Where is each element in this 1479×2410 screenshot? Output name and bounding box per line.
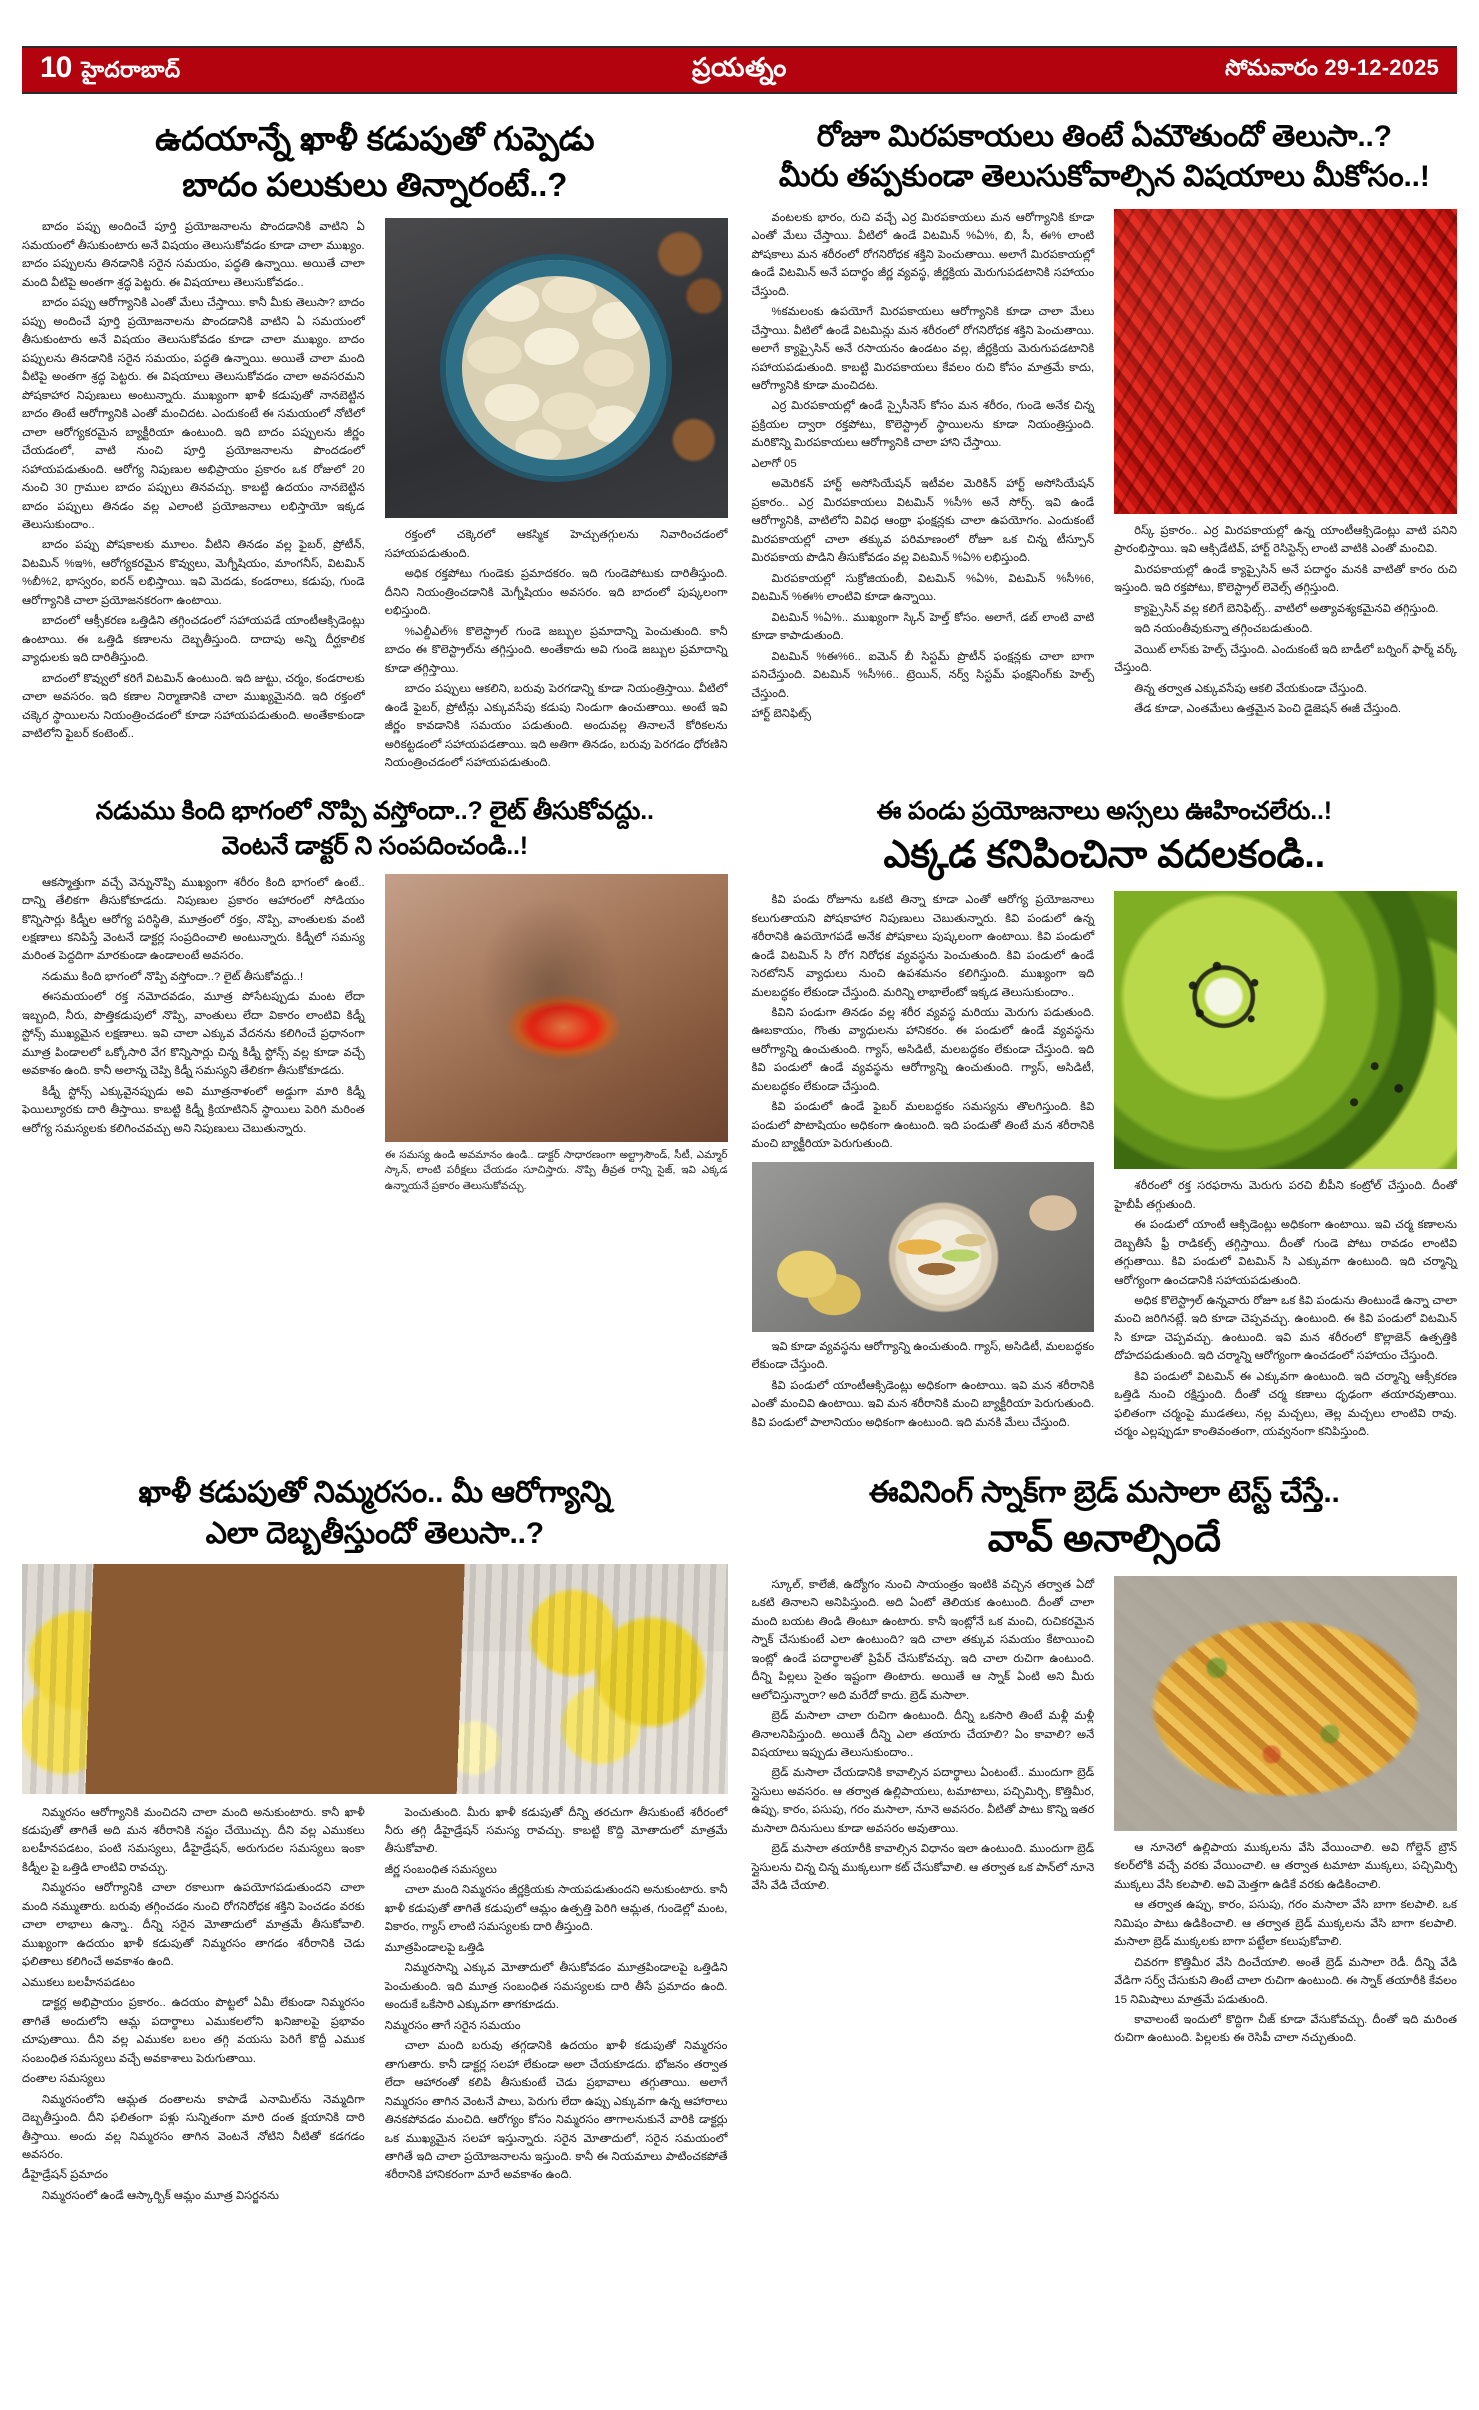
almonds-in-blue-bowl-photo	[385, 218, 728, 518]
subheading: ఎలాగో 05	[751, 457, 797, 470]
paragraph: క్యాప్సైసిన్ వల్ల కలిగే బెనిఫిట్స్.. వాటిలో అత్యావశ్యకమైనవి తగ్గిస్తుంది.	[1134, 602, 1439, 615]
paragraph: మిరపకాయల్లో సుక్రోజియంబీ, విటమిన్ %ఏ%, విటమిన్ %సీ%6, విటమిన్ %ఈ% లాంటివి కూడా ఉన్నాయి.	[751, 572, 1095, 604]
backpain-columns	[22, 874, 728, 1195]
paragraph: కివి పండులో ఉండే ఫైబర్ మలబద్ధకం సమస్యను తొలగిస్తుంది. కివి పండులో పొటాషియం అధికంగా ఉంటుంది. ఇది పండుతో తింటే మన శరీరానికి మంచి బ్యాక్టీరియా పెరుగుతుంది.	[751, 1101, 1095, 1151]
paragraph: ఇవి కూడా వ్యవస్థను ఆరోగ్యాన్ని ఉంచుతుంది. గ్యాస్, అసిడిటీ, మలబద్ధకం లేకుండా చేస్తుంది.	[751, 1340, 1095, 1372]
backpain-right-col	[385, 874, 728, 1195]
paragraph: కిడ్నీ స్టోన్స్ ఎక్కువైనప్పుడు అవి మూత్రనాళంలో అడ్డుగా మారి కిడ్నీ ఫెయిల్యూరకు దారి తీస్తాయి. కాబట్టి కిడ్నీ క్రియాటినిన్ స్థాయిలు పెరిగి మరింత ఆరోగ్య సమస్యలకు కలిగించవచ్చు అని నిపుణులు చెబుతున్నారు.	[22, 1085, 365, 1135]
kiwi-fruit-slices-photo	[1114, 891, 1457, 1169]
paragraph: %ఎల్డీఎల్% కొలెస్ట్రాల్ గుండె జబ్బుల ప్రమాదాన్ని పెంచుతుంది. కానీ బాదం ఈ కొలెస్ట్రాల్‌ను తగ్గిస్తుంది. అంతేకాదు అవి గుండె జబ్బుల ప్రమాదాన్ని కూడా తగ్గిస్తాయి.	[384, 625, 728, 675]
row-two	[22, 789, 1457, 1444]
paragraph: బాదం పప్పు అందించే పూర్తి ప్రయోజనాలను పొందడానికి వాటిని ఏ సమయంలో తీసుకుంటారు అనే విషయం తెలుసుకోవడం కూడా చాలా ముఖ్యం. బాదం పప్పులను తినడానికి సరైన సమయం, పద్ధతి ఉన్నాయి. అయితే చాలా మంది వీటిపై అంతగా శ్రద్ధ పెట్టరు. ఈ విషయాలు తెలుసుకోవడం..	[22, 221, 365, 289]
paragraph: చాలా మంది బరువు తగ్గడానికి ఉదయం ఖాళీ కడుపుతో నిమ్మరసం తాగుతారు. కానీ డాక్టర్ల సలహా లేకుండా అలా చేయకూడదు. భోజనం తర్వాత లేదా ఆహారంతో కలిపి తీసుకుంటే చెడు ప్రభావాలు తగ్గుతాయి. అలాగే నిమ్మరసం తాగిన వెంటనే పాలు, పెరుగు లేదా ఉప్పు ఎక్కువగా ఉన్న ఆహారాలు తినకపోవడం మంచిది. ఆరోగ్యం కోసం నిమ్మరసం తాగాలనుకునే వారికి డాక్టర్లు ఒక ముఖ్యమైన సలహా ఇస్తున్నారు. సరైన మోతాదులో, సరైన సమయంలో తాగితే ఇది చాలా ప్రయోజనాలను ఇస్తుంది. కానీ ఈ నియమాలు పాటించకపోతే శరీరానికి హానికరంగా మారే అవకాశం ఉంది.	[384, 2040, 728, 2182]
subheading: డీహైడ్రేషన్ ప్రమాదం	[22, 2169, 108, 2182]
subheading: ఎముకలు బలహీనపడటం	[22, 1976, 135, 1989]
newspaper-title: ప్రయత్నం	[692, 51, 787, 82]
chilli-headline-line2: మీరు తప్పకుండా తెలుసుకోవాల్సిన విషయాలు మీకోసం..!	[778, 160, 1430, 194]
bread-text-col1	[752, 1576, 1095, 2050]
paragraph: కివి పండు రోజూను ఒకటి తిన్నా కూడా ఎంతో ఆరోగ్య ప్రయోజనాలు కలుగుతాయని పోషకాహార నిపుణులు చెబుతున్నారు. కివి పండులో ఉన్న శరీరానికి ఉపయోగపడే అనేక పోషకాలు పుష్కలంగా ఉంటాయి. కివి పండులో ఉండే విటమిన్ సి రోగ నిరోధక వ్యవస్థను పెంచుతుంది. కివి పండులో ఉండే సెరటోనిన్ వ్యాధులు నుంచి ఉపశమనం కలిగిస్తుంది. ముఖ్యంగా ఇది మలబద్ధకం లేకుండా చేస్తుంది. మరిన్ని లాభాలేంటో ఇక్కడ తెలుసుకుందాం..	[751, 894, 1095, 999]
page-number: 10	[40, 50, 72, 84]
kiwi-columns	[752, 891, 1458, 1444]
paragraph: రక్తంలో చక్కెరలో ఆకస్మిక హెచ్చుతగ్గులను నివారించడంలో సహాయపడుతుంది.	[384, 529, 728, 560]
paragraph: తేడ కూడా, ఎంతమేలు ఉత్తమైన పెంచి డైజెషన్ ఈజీ చేస్తుంది.	[1134, 703, 1402, 715]
paragraph: పెంచుతుంది. మీరు ఖాళీ కడుపుతో దీన్ని తరచుగా తీసుకుంటే శరీరంలో నీరు తగ్గి డీహైడ్రేషన్ సమస్య రావచ్చు. కాబట్టి కొద్ది మోతాదులో మాత్రమే తీసుకోవాలి.	[384, 1806, 728, 1856]
article-lemon	[22, 1456, 728, 2208]
breakfast-bowl-photo	[752, 1162, 1095, 1332]
subheading: మూత్రపిండాలపై ఒత్తిడి	[384, 1941, 485, 1954]
paragraph: బ్రెడ్ మసాలా తయారీకి కావాల్సిన విధానం ఇలా ఉంటుంది. ముందుగా బ్రెడ్ స్లైసులను చిన్న చిన్న ముక్కలుగా కట్ చేసుకోవాలి. ఆ తర్వాత ఒక పాన్‌లో నూనె వేసి వేడి చేయాలి.	[751, 1843, 1095, 1893]
paragraph: ఆకస్మాత్తుగా వచ్చే వెన్నునొప్పి ముఖ్యంగా శరీరం కింది భాగంలో ఉంటే.. దాన్ని తేలికగా తీసుకోకూడదు. నిపుణుల ప్రకారం ఆహారంలో సోడియం కొన్నిసార్లు కిడ్నీల ఆరోగ్య పరిస్థితి, మూత్రంలో రక్తం, నొప్పి, వాంతులకు వంటి లక్షణాలు కనిపిస్తే వెంటనే డాక్టర్ల సంప్రదించాలి అంటున్నారు. కిడ్నీలో సమస్య మరింత పెద్దదిగా మారకుండా ఉండాలంటే అవసరం.	[22, 876, 365, 963]
paragraph: అధిక కొలెస్ట్రాల్ ఉన్నవారు రోజూ ఒక కివి పండును తింటుండే ఉన్నా చాలా మంచి జరిగినట్లే. ఇది కూడా చెప్పవచ్చు. ఉంటుంది. ఈ కివి పండులో విటమిన్ సి కూడా చెప్పవచ్చు. ఉంటుంది. ఇవి మన శరీరంలో కొల్లాజెన్ ఉత్పత్తికి దోహదపడుతుంది. ఇది చర్మాన్ని ఆరోగ్యంగా ఉంచడంలో సహాయం చేస్తుంది.	[1114, 1295, 1457, 1363]
row-one	[22, 104, 1457, 775]
paragraph: చివరగా కొత్తిమీర వేసి దించేయాలి. అంతే బ్రెడ్ మసాలా రెడీ. దీన్ని వేడి వేడిగా సర్వ్ చేసుకుని తింటే చాలా రుచిగా ఉంటుంది. ఈ స్నాక్ తయారీకి కేవలం 15 నిమిషాలు మాత్రమే పడుతుంది.	[1114, 1956, 1457, 2006]
almonds-headline-line2: బాదం పలుకులు తిన్నారంటే..?	[182, 166, 568, 204]
backpain-headline-line2: వెంటనే డాక్టర్ ని సంపదించండి..!	[221, 831, 528, 860]
lemon-columns	[22, 1804, 728, 2208]
lemon-text-col2	[385, 1804, 728, 2208]
paragraph: మిరపకాయల్లో ఉండే క్యాప్సైసిన్ అనే పదార్థం మనకి వాటితో కారం రుచి ఇస్తుంది. ఇది రక్తపోటు, కొలెస్ట్రాల్ లెవెల్స్ తగ్గిస్తుంది.	[1114, 563, 1457, 595]
kiwi-headline-line1: ఈ పండు ప్రయోజనాలు అస్సలు ఊహించలేరు..!	[876, 796, 1332, 825]
lemonade-jar-with-lemons-photo	[22, 1564, 728, 1794]
almonds-text-col2	[385, 526, 728, 772]
paragraph: నిమ్మరసాన్ని ఎక్కువ మోతాదులో తీసుకోవడం మూత్రపిండాలపై ఒత్తిడిని పెంచుతుంది. ఇది మూత్ర సంబంధిత సమస్యలకు దారి తీసే ప్రమాదం ఉంది. అందుకే ఒకేసారి ఎక్కువగా తాగకూడదు.	[384, 1962, 728, 2012]
paragraph: నడుము కింది భాగంలో నొప్పి వస్తోందా..? లైట్ తీసుకోవద్దు..!	[42, 970, 304, 983]
backpain-text-col1	[22, 874, 365, 1195]
paragraph: బాదంలో ఆక్సీకరణ ఒత్తిడిని తగ్గించడంలో సహాయపడే యాంటీఆక్సిడెంట్లు ఉంటాయి. ఈ ఒత్తిడి కణాలను దెబ్బతీస్తుంది. దాదాపు అన్ని దీర్ఘకాలిక వ్యాధులకు ఇది దారితీస్తుంది.	[22, 615, 365, 665]
paragraph: వెయిట్ లాస్‌కు హెల్ప్ చేస్తుంది. ఎందుకంటే ఇది బాడీలో బర్నింగ్ ఫార్మ్ వర్క్ చేస్తుంది.	[1114, 643, 1457, 675]
kiwi-left-col	[752, 891, 1095, 1444]
subheading: నిమ్మరసం తాగే సరైన సమయం	[384, 2019, 521, 2032]
paragraph: విటమిన్ %ఈ%6.. ఐమెన్ బీ సిస్టమ్ ప్రొటీన్ ఫంక్షన్లకు చాలా బాగా పనిచేస్తుంది. విటమిన్ %సీ%6.. ట్రెయిన్, నర్వ్ సిస్టమ్ ఫంక్షనింగ్‌కు హెల్ప్ చేస్తుంది.	[751, 650, 1095, 700]
paragraph: నిమ్మరసంలోని ఆమ్లత దంతాలను కాపాడే ఎనామిల్‌ను నెమ్మదిగా దెబ్బతీస్తుంది. దీని ఫలితంగా పళ్లు సున్నితంగా మారి దంత క్షయానికి దారి తీస్తాయి. అందు వల్ల నిమ్మరసం తాగిన వెంటనే నోటిని నీటితో కడగడం అవసరం.	[22, 2093, 365, 2161]
paragraph: %కమలంకు ఉపయోగే మిరపకాయలు ఆరోగ్యానికి కూడా చాలా మేలు చేస్తాయి. వీటిలో ఉండే విటమిన్లు మన శరీరంలో రోగనిరోధక శక్తిని పెంచుతాయి. అలాగే క్యాప్సైసిన్ అనే రసాయనం ఉండటం వల్ల, జీర్ణక్రియ మెరుగుపడటానికి సహాయపడుతుంది. కాబట్టి మిరపకాయలు కేవలం రుచి కోసం మాత్రమే కాదు, ఆరోగ్యానికి కూడా మంచిదట.	[751, 306, 1095, 392]
subheading: జీర్ణ సంబంధిత సమస్యలు	[384, 1863, 497, 1876]
chilli-text-col1	[752, 209, 1095, 726]
paragraph: బాదం పప్పు పోషకాలకు మూలం. వీటిని తినడం వల్ల ఫైబర్, ప్రోటీన్, విటమిన్ %ఇ%, ఆరోగ్యకరమైన కొవ్వులు, మెగ్నీషియం, మాంగనీస్, విటమిన్ %బీ%2, భాస్వరం, ఐరన్ లభిస్తాయి. ఇవి మెదడు, కండరాలు, కడుపు, గుండె ఆరోగ్యానికి చాలా ప్రయోజనకరంగా ఉంటాయి.	[22, 539, 365, 607]
article-almonds	[22, 104, 728, 775]
paragraph: స్కూల్, కాలేజీ, ఉద్యోగం నుంచి సాయంత్రం ఇంటికి వచ్చిన తర్వాత ఏదో ఒకటి తినాలని అనిపిస్తుంది. అది ఏంటో తెలియక ఉంటుంది. దీంతో చాలా మంది బయట తిండి తింటూ ఉంటారు. కానీ ఇంట్లోనే ఒక మంచి, రుచికరమైన స్నాక్ చేసుకుంటే ఎలా ఉంటుంది? ఇది చాలా తక్కువ సమయం కేటాయించి ఇంట్లో ఉండే పదార్థాలతో ప్రిపేర్ చేసుకోవచ్చు. ఇది చాలా రుచిగా ఉంటుంది. దీన్ని పిల్లలు సైతం ఇష్టంగా తింటారు. అయితే ఆ స్నాక్ ఏంటి అని మీరు ఆలోచిస్తున్నారా? అది మరేదో కాదు. బ్రెడ్ మసాలా.	[751, 1578, 1095, 1702]
almonds-text-col1	[22, 218, 365, 774]
kiwi-text-col1b	[752, 1338, 1095, 1432]
subheading: హార్ట్ బెనిఫిట్స్	[751, 707, 812, 720]
kiwi-text-col2	[1114, 1177, 1457, 1442]
backpain-headline-line1: నడుము కింది భాగంలో నొప్పి వస్తోందా..? లైట్ తీసుకోవద్దు..	[95, 796, 654, 825]
paragraph: బ్రెడ్ మసాలా చాలా రుచిగా ఉంటుంది. దీన్ని ఒకసారి తింటే మళ్లీ మళ్లీ తినాలనిపిస్తుంది. అయితే దీన్ని ఎలా తయారు చేయాలి? ఏం కావాలి? అనే విషయాలు ఇప్పుడు తెలుసుకుందాం..	[751, 1710, 1095, 1759]
paragraph: ఎర్ర మిరపకాయల్లో ఉండే స్పైసీనెస్ కోసం మన శరీరం, గుండె అనేక చిన్న ప్రక్రియల ద్వారా రక్తపోటు, కొలెస్ట్రాల్ స్థాయిలను కూడా నియంత్రిస్తుంది. మరికొన్ని మిరపకాయలు ఆరోగ్యానికి చాలా హాని చేస్తాయి.	[751, 400, 1095, 450]
paragraph: ఆ నూనెలో ఉల్లిపాయ ముక్కలను వేసి వేయించాలి. అవి గోల్డెన్ బ్రౌన్ కలర్‌లోకి వచ్చే వరకు వేయించాలి. ఆ తర్వాత టమాటా ముక్కలు, పచ్చిమిర్చి ముక్కలు వేసి కలపాలి. అవి మెత్తగా ఉడికే వరకు ఉడికించాలి.	[1114, 1841, 1457, 1891]
article-kiwi	[752, 789, 1458, 1444]
kiwi-text-col1	[752, 891, 1095, 1154]
newspaper-page	[0, 46, 1479, 2410]
publication-date: సోమవారం 29-12-2025	[1225, 54, 1439, 80]
paragraph: ఈ పండులో యాంటీ ఆక్సిడెంట్లు అధికంగా ఉంటాయి. ఇవి చర్మ కణాలను దెబ్బతీసే ఫ్రీ రాడికల్స్ తగ్గిస్తాయి. దీంతో గుండె పోటు రావడం లాంటివి తగ్గుతాయి. కివి పండులో విటమిన్ సి ఎక్కువగా ఉంటుంది. ఇది చర్మాన్ని ఆరోగ్యంగా ఉంచడానికి సహాయపడుతుంది.	[1114, 1219, 1457, 1287]
paragraph: ఇది నయంతీవుకున్నా తగ్గించబడుతుంది.	[1134, 623, 1313, 636]
paragraph: బాదంలో కొవ్వులో కరిగే విటమిన్ ఉంటుంది. ఇది జుట్టు, చర్మం, కండరాలకు చాలా అవసరం. ఇది కణాల నిర్మాణానికి చాలా ముఖ్యమైనది. ఇది రక్తంలో చక్కెర స్థాయిలను నియంత్రించడంలో కూడా సహాయపడుతుంది. అంతేకాకుండా వాటిలోని ఫైబర్ కంటెంట్..	[22, 672, 365, 741]
paragraph: నిమ్మరసం ఆరోగ్యానికి మంచిదని చాలా మంది అనుకుంటారు. కానీ ఖాళీ కడుపుతో తాగితే అది మన శరీరానికి నష్టం చేయొచ్చు. దీని వల్ల ఎముకలు బలహీనపడటం, పంటి సమస్యలు, డీహైడ్రేషన్, అరుగుదల సమస్యలు ఇంకా కిడ్నీల పై ఒత్తిడి లాంటివి రావచ్చు.	[22, 1806, 365, 1874]
paragraph: ఆ తర్వాత ఉప్పు, కారం, పసుపు, గరం మసాలా వేసి బాగా కలపాలి. ఒక నిమిషం పాటు ఉడికించాలి. ఆ తర్వాత బ్రెడ్ ముక్కలను వేసి బాగా కలపాలి. మసాలా బ్రెడ్ ముక్కలకు బాగా పట్టేలా కలుపుకోవాలి.	[1114, 1899, 1457, 1949]
paragraph: నిమ్మరసంలో ఉండే ఆస్కార్బిక్ ఆమ్లం మూత్ర విసర్జనను	[42, 2189, 280, 2202]
lemon-headline-line2: ఎలా దెబ్బతీస్తుందో తెలుసా..?	[205, 1517, 544, 1551]
almonds-right-col	[385, 218, 728, 774]
backpain-photo-caption: ఈ సమస్య ఉండి అవమానం ఉండి.. డాక్టర్ సాధారణంగా అల్ట్రాసౌండ్, సీటీ, ఎమ్మార్ స్కాన్, లాంటి పరీక్షలు చేయడం సూచిస్తారు. నొప్పి తీవ్రత రాన్ని సైజ్, ఇవి ఎక్కడ ఉన్నాయనే ప్రకారం తెలుసుకోవచ్చు.	[384, 1148, 728, 1193]
row-three	[22, 1456, 1457, 2208]
red-dried-chillies-photo	[1114, 209, 1457, 514]
masthead-left	[40, 50, 181, 88]
paragraph: శరీరంలో రక్త సరఫరాను మెరుగు పరచి బీపీని కంట్రోల్ చేస్తుంది. దీంతో హైబీపీ తగ్గుతుంది.	[1114, 1180, 1457, 1211]
chilli-headline-line1: రోజూ మిరపకాయలు తింటే ఏమౌతుందో తెలుసా..?	[816, 120, 1392, 153]
paragraph: రిస్క్ ప్రకారం.. ఎర్ర మిరపకాయల్లో ఉన్న యాంటీఆక్సిడెంట్లు వాటి పనిని ప్రారంభిస్తాయి. ఇవి ఆక్సిడేటివ్, హార్ట్ రెసిస్టెన్స్ లాంటి వాటికి ఎంతో మంచివి.	[1114, 524, 1457, 556]
paragraph: కావాలంటే ఇందులో కొద్దిగా చీజ్ కూడా వేసుకోవచ్చు. దీంతో ఇది మరింత రుచిగా ఉంటుంది. పిల్లలకు ఈ రెసిపీ చాలా నచ్చుతుంది.	[1114, 2013, 1457, 2045]
edition-city: హైదరాబాద్	[81, 56, 181, 82]
chilli-right-col	[1114, 209, 1457, 726]
paragraph: విటమిన్ %ఏ%.. ముఖ్యంగా స్కిన్ హెల్త్ కోసం. అలాగే, డబ్ లాంటి వాటి కూడా కాపాడుతుంది.	[751, 611, 1095, 643]
subheading: దంతాల సమస్యలు	[22, 2073, 106, 2086]
paragraph: బ్రెడ్ మసాలా చేయడానికి కావాల్సిన పదార్థాలు ఏంటంటే.. ముందుగా బ్రెడ్ స్లైసులు అవసరం. ఆ తర్వాత ఉల్లిపాయలు, టమాటాలు, పచ్చిమిర్చి, కొత్తిమీర, ఉప్పు, కారం, పసుపు, గరం మసాలా, నూనె అవసరం. వీటితో పాటు కొన్ని ఇతర మసాలా దినుసులు కూడా అవసరం అవుతాయి.	[751, 1767, 1095, 1835]
bread-right-col	[1114, 1576, 1457, 2050]
bread-headline-line1: ఈవినింగ్ స్నాక్‌గా బ్రెడ్ మసాలా టెస్ట్ చేస్తే..	[868, 1475, 1340, 1509]
bread-masala-bowl-photo	[1114, 1576, 1457, 1831]
paragraph: అమెరికన్ హార్ట్ అసోసియేషన్ ఇటీవల మెరికిన్ హార్ట్ అసోసియేషన్ ప్రకారం.. ఎర్ర మిరపకాయలు విటమిన్ %సీ% అనే సోర్స్. ఇవి ఉండే ఆరోగ్యానికి, వాటిలోని వివిధ ఆంథ్రా ఫంక్షన్లకు చాలా ఉపయోగం. ఎందుకంటే మిరపకాయల్లో చాలా తక్కువ పరిమాణంలో రోజూ ఒక చిన్న టీస్పూన్ మిరపకాయ పొడిని తీసుకోవడం వల్ల విటమిన్ %ఏ% లభిస్తుంది.	[751, 478, 1095, 565]
paragraph: డాక్టర్ల అభిప్రాయం ప్రకారం.. ఉదయం పొట్టలో ఏమీ లేకుండా నిమ్మరసం తాగితే అందులోని ఆమ్ల పదార్థాలు ఎముకలలోని ఖనిజాలపై ప్రభావం చూపుతాయి. దీని వల్ల ఎముకల బలం తగ్గి వయసు పెరిగే కొద్దీ ఎముక సంబంధిత సమస్యలు వచ్చే అవకాశాలు పెరుగుతాయి.	[22, 1997, 365, 2065]
paragraph: చాలా మంది నిమ్మరసం జీర్ణక్రియకు సాయపడుతుందని అనుకుంటారు. కానీ ఖాళీ కడుపుతో తాగితే కడుపులో ఆమ్లం ఉత్పత్తి పెరిగి ఆమ్లత, గుండెల్లో మంట, వికారం, గ్యాస్ లాంటి సమస్యలకు దారి తీస్తుంది.	[384, 1884, 728, 1934]
kiwi-headline-line2: ఎక్కడ కనిపించినా వదలకండి..	[883, 833, 1326, 876]
bread-headline-line2: వావ్ అనాల్సిందే	[987, 1518, 1221, 1561]
paragraph: కివి పండులో యాంటీఆక్సిడెంట్లు అధికంగా ఉంటాయి. ఇవి మన శరీరానికి ఎంతో మంచివి ఉంటాయి. ఇవి మన శరీరానికి మంచి బ్యాక్టీరియా పెరుగుతుంది. కివి పండులో పాలానియం అధికంగా ఉంటుంది. ఇది మనకి మేలు చేస్తుంది.	[751, 1379, 1095, 1429]
article-bread	[752, 1456, 1458, 2208]
paragraph: ఈసమయంలో రక్త నమోదవడం, మూత్ర పోసేటప్పుడు మంట లేదా ఇబ్బంది, నీరు, పొత్తికడుపులో నొప్పి, వాంతులు లేదా వికారం లాంటివి కిడ్నీ స్టోన్స్ ముఖ్యమైన లక్షణాలు. ఇవి చాలా ఎక్కువ వేదనను కలిగించే ప్రధానంగా మూత్ర పిండాలలో ఒక్కోసారి వేగ కొన్నిసార్లు చిన్న కిడ్నీ స్టోన్స్ వల్ల కూడా వచ్చే అవకాశం ఉంది. కానీ అలాన్న చెప్పి కిడ్నీ సమస్యని తేలికగా తీసుకోకూడదు.	[22, 991, 365, 1078]
kiwi-right-col	[1114, 891, 1457, 1444]
paragraph: బాదం పప్పులు ఆకలిని, బరువు పెరగడాన్ని కూడా నియంత్రిస్తాయి. వీటిలో ఉండే ఫైబర్, ప్రోటీన్లు ఎక్కువసేపు కడుపు నిండుగా ఉంచుతాయి. అంటే ఇవి జీర్ణం కావడానికి సమయం పడుతుంది. అందువల్ల తినాలనే కోరికలను అరికట్టడంలో సహాయపడతాయి. ఇది అతిగా తినడం, బరువు పెరగడం ధోరణిని నియంత్రించడంలో సహాయపడుతుంది.	[384, 683, 728, 770]
paragraph: కివి పండులో విటమిన్ ఈ ఎక్కువగా ఉంటుంది. ఇది చర్మాన్ని ఆక్సీకరణ ఒత్తిడి నుంచి రక్షిస్తుంది. దీంతో చర్మ కణాలు ధృఢంగా తయారవుతాయి. ఫలితంగా చర్మంపై ముడతలు, నల్ల మచ్చలు, తెల్ల మచ్చలు లాంటివి రావు. చర్మం ఎల్లప్పుడూ కాంతివంతంగా, యవ్వనంగా కనిపిస్తుంది.	[1114, 1370, 1457, 1439]
masthead-banner	[22, 46, 1457, 94]
lemon-text-col1	[22, 1804, 365, 2208]
almonds-headline-line1: ఉదయాన్నే ఖాళీ కడుపుతో గుప్పెడు	[155, 120, 595, 157]
lower-back-pain-photo	[385, 874, 728, 1142]
bread-text-col2	[1114, 1839, 1457, 2048]
almonds-columns	[22, 218, 728, 774]
paragraph: కివిని పండుగా తినడం వల్ల శరీర వ్యవస్థ మరియు మెరుగు పడుతుంది. ఊబకాయం, గొంతు వ్యాధులను హానికరం. ఈ పండులో ఉండే వ్యవస్థను ఆరోగ్యాన్ని ఉంచుతుంది. గ్యాస్, అసిడిటీ, మలబద్ధకం లేకుండా చేస్తుంది. ఇది కివి పండులో ఉండే వ్యవస్థను ఆరోగ్యాన్ని ఉంచుతుంది. గ్యాస్, అసిడిటీ, మలబద్ధకం లేకుండా చేస్తుంది.	[751, 1007, 1095, 1093]
chilli-text-col2	[1114, 522, 1457, 719]
paragraph: బాదం పప్పు ఆరోగ్యానికి ఎంతో మేలు చేస్తాయి. కానీ మీకు తెలుసా? బాదం పప్పు అందించే పూర్తి ప్రయోజనాలను పొందడానికి వాటిని ఏ సమయంలో తీసుకుంటారు అనే విషయం తెలుసుకోవడం కూడా చాలా ముఖ్యం. బాదం పప్పులను తినడానికి సరైన సమయం, పద్ధతి ఉన్నాయి. అయితే చాలా మంది వీటిపై అంతగా శ్రద్ధ పెట్టరు. ఈ విషయాలు తెలుసుకోవడం చాలా అవసరమని పోషకాహార నిపుణులు అంటున్నారు. ముఖ్యంగా ఖాళీ కడుపుతో నానబెట్టిన బాదం తింటే ఆరోగ్యానికి ఎంతో మంచిదట. ఎందుకంటే ఈ సమయంలో నోటిలో చాలా ఆరోగ్యకరమైన బ్యాక్టీరియా ఉంటుంది. ఇది బాదం పప్పులను జీర్ణం చేయడంలో, వాటి నుంచి పూర్తి ప్రయోజనాలను పొందడంలో సహాయపడుతుంది. ఆరోగ్య నిపుణుల అభిప్రాయం ప్రకారం ఒక రోజులో 20 నుంచి 30 గ్రాముల బాదం పప్పులు తినవచ్చు. కాబట్టి ఉదయం నానబెట్టిన బాదం పప్పులు తినడం వల్ల ఎలాంటి ప్రయోజనాలు లభిస్తాయో ఇక్కడ తెలుసుకుందాం..	[22, 297, 365, 531]
chilli-columns	[752, 209, 1458, 726]
paragraph: వంటలకు భారం, రుచి వచ్చే ఎర్ర మిరపకాయలు మన ఆరోగ్యానికి కూడా ఎంతో మేలు చేస్తాయి. వీటిలో ఉండే విటమిన్ %ఏ%, బి, సీ, ఈ% లాంటి పోషకాలు మన శరీరంలో రోగనిరోధక శక్తిని పెంచుతాయి. అలాగే మిరపకాయల్లో ఉండే విటమిన్ అనే పదార్థం జీర్ణ వ్యవస్థ, జీర్ణక్రియ మెరుగుపడటానికి సహాయం చేస్తుంది.	[751, 211, 1095, 298]
paragraph: నిమ్మరసం ఆరోగ్యానికి చాలా రకాలుగా ఉపయోగపడుతుందని చాలా మంది నమ్ముతారు. బరువు తగ్గించడం నుంచి రోగనిరోధక శక్తిని పెంచడం వరకు చాలా లాభాలు ఉన్నా.. దీన్ని సరైన మోతాదులో మాత్రమే తీసుకోవాలి. ముఖ్యంగా ఉదయం ఖాళీ కడుపుతో నిమ్మరసం తాగడం శరీరానికి చెడు ఫలితాలు కలిగించే అవకాశం ఉంది.	[22, 1882, 365, 1969]
article-chilli	[752, 104, 1458, 775]
paragraph: తిన్న తర్వాత ఎక్కువసేపు ఆకలి వేయకుండా చేస్తుంది.	[1134, 682, 1368, 695]
article-backpain	[22, 789, 728, 1444]
lemon-headline-line1: ఖాళీ కడుపుతో నిమ్మరసం.. మీ ఆరోగ్యాన్ని	[138, 1475, 611, 1509]
bread-columns	[752, 1576, 1458, 2050]
paragraph: అధిక రక్తపోటు గుండెకు ప్రమాదకరం. ఇది గుండెపోటుకు దారితీస్తుంది. దీనిని నియంత్రించడానికి మెగ్నీషియం అవసరం. ఇది బాదంలో పుష్కలంగా లభిస్తుంది.	[384, 568, 728, 618]
